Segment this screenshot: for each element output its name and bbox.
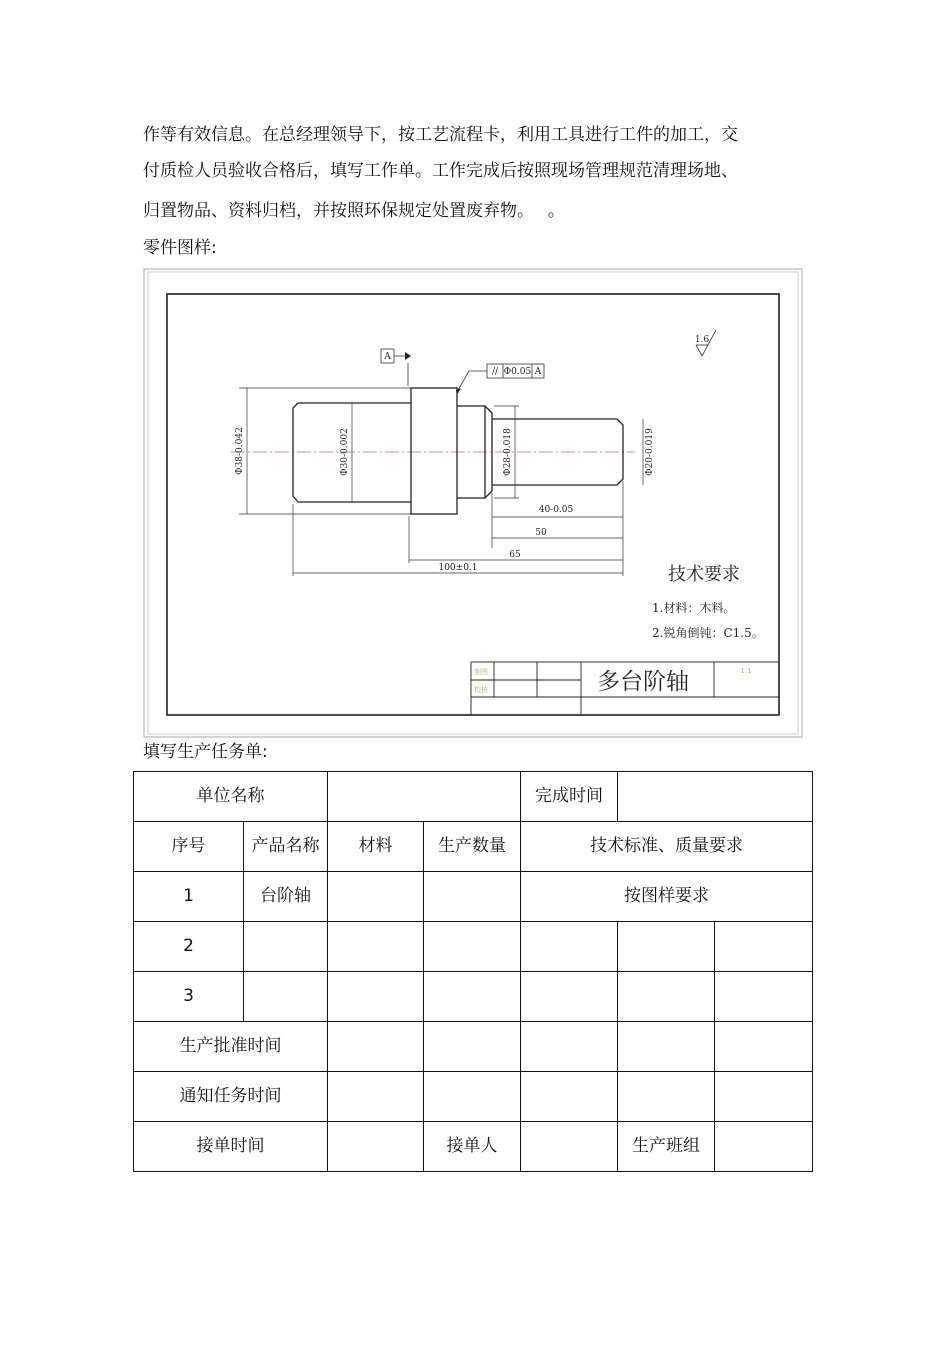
notify-cell-4[interactable] [424, 1072, 521, 1122]
unit-name-label: 单位名称 [134, 772, 328, 822]
drawing-scale: 1:1 [740, 667, 752, 675]
approve-cell-5[interactable] [521, 1022, 618, 1072]
drawing-label: 零件图样: [143, 238, 217, 258]
row3-cell-5[interactable] [521, 972, 618, 1022]
datum-marker [381, 349, 411, 386]
intro-line-2: 付质检人员验收合格后，填写工作单。工作完成后按照现场管理规范清理场地、 [143, 161, 738, 181]
notify-cell-3[interactable] [328, 1072, 424, 1122]
row1-material[interactable] [328, 872, 424, 922]
table-row [134, 1022, 813, 1072]
part-name: 多台阶轴 [597, 669, 689, 695]
roughness-symbol [695, 330, 716, 356]
approve-cell-7[interactable] [715, 1022, 813, 1072]
finish-time-value[interactable] [618, 772, 813, 822]
col-product: 产品名称 [244, 822, 328, 872]
table-row [134, 872, 813, 922]
table-row [134, 822, 813, 872]
row3-quantity[interactable] [424, 972, 521, 1022]
row3-product[interactable] [244, 972, 328, 1022]
dim-100: 100±0.1 [438, 563, 478, 573]
drawing-border [167, 294, 779, 715]
receive-time-label: 接单时间 [134, 1122, 328, 1172]
dim-65: 65 [509, 550, 521, 560]
length-labels [438, 505, 573, 573]
tech-title: 技术要求 [668, 564, 740, 585]
title-block-checker: 校核 [474, 686, 488, 694]
approve-time-label: 生产批准时间 [134, 1022, 328, 1072]
intro-line-3: 归置物品、资料归档，并按照环保规定处置废弃物。 。 [143, 201, 565, 221]
receiver-value[interactable] [521, 1122, 618, 1172]
notify-cell-6[interactable] [618, 1072, 715, 1122]
row2-cell-5[interactable] [521, 922, 618, 972]
unit-name-value[interactable] [328, 772, 521, 822]
notify-cell-5[interactable] [521, 1072, 618, 1122]
diameter-dims [247, 388, 643, 514]
row1-seq: 1 [134, 872, 244, 922]
team-value[interactable] [715, 1122, 813, 1172]
approve-cell-4[interactable] [424, 1022, 521, 1072]
extension-lines [239, 388, 623, 576]
notify-time-label: 通知任务时间 [134, 1072, 328, 1122]
dim-d30: Φ30-0.002 [340, 428, 350, 476]
tolerance-frame [456, 364, 544, 395]
tolerance-value: Φ0.05 [503, 367, 532, 377]
col-material: 材料 [328, 822, 424, 872]
dim-d38: Φ38-0.042 [235, 427, 245, 475]
tolerance-symbol: // [491, 367, 499, 377]
row2-material[interactable] [328, 922, 424, 972]
row2-cell-7[interactable] [715, 922, 813, 972]
tech-item-1: 1.材料：木料。 [652, 601, 736, 615]
datum-letter: A [384, 352, 391, 362]
row1-standard: 按图样要求 [521, 872, 813, 922]
table-row [134, 1122, 813, 1172]
production-task-table [133, 771, 813, 1172]
receive-time-value[interactable] [328, 1122, 424, 1172]
dim-d20: Φ20-0.019 [645, 428, 655, 476]
diameter-labels [235, 427, 655, 476]
row2-cell-6[interactable] [618, 922, 715, 972]
dim-50: 50 [535, 528, 547, 538]
table-row [134, 922, 813, 972]
table-row [134, 972, 813, 1022]
row2-product[interactable] [244, 922, 328, 972]
table-row [134, 772, 813, 822]
title-block-drafter: 制图 [474, 668, 488, 676]
dim-40: 40-0.05 [538, 505, 574, 515]
row3-material[interactable] [328, 972, 424, 1022]
notify-cell-7[interactable] [715, 1072, 813, 1122]
col-seq: 序号 [134, 822, 244, 872]
row3-cell-6[interactable] [618, 972, 715, 1022]
row1-quantity[interactable] [424, 872, 521, 922]
receiver-label: 接单人 [424, 1122, 521, 1172]
col-standard: 技术标准、质量要求 [521, 822, 813, 872]
dim-d28: Φ28-0.018 [503, 428, 513, 476]
tolerance-datum: A [534, 367, 542, 377]
part-drawing [143, 268, 803, 738]
row3-cell-7[interactable] [715, 972, 813, 1022]
row2-quantity[interactable] [424, 922, 521, 972]
approve-cell-3[interactable] [328, 1022, 424, 1072]
row3-seq: 3 [134, 972, 244, 1022]
roughness-value: 1.6 [694, 335, 710, 345]
row1-product: 台阶轴 [244, 872, 328, 922]
team-label: 生产班组 [618, 1122, 715, 1172]
task-label: 填写生产任务单: [143, 742, 268, 762]
tech-item-2: 2.锐角倒钝：C1.5。 [652, 626, 764, 640]
approve-cell-6[interactable] [618, 1022, 715, 1072]
intro-line-1: 作等有效信息。在总经理领导下，按工艺流程卡，利用工具进行工件的加工，交 [143, 125, 738, 145]
col-quantity: 生产数量 [424, 822, 521, 872]
finish-time-label: 完成时间 [521, 772, 618, 822]
row2-seq: 2 [134, 922, 244, 972]
part-drawing-svg [143, 268, 803, 738]
table-row [134, 1072, 813, 1122]
